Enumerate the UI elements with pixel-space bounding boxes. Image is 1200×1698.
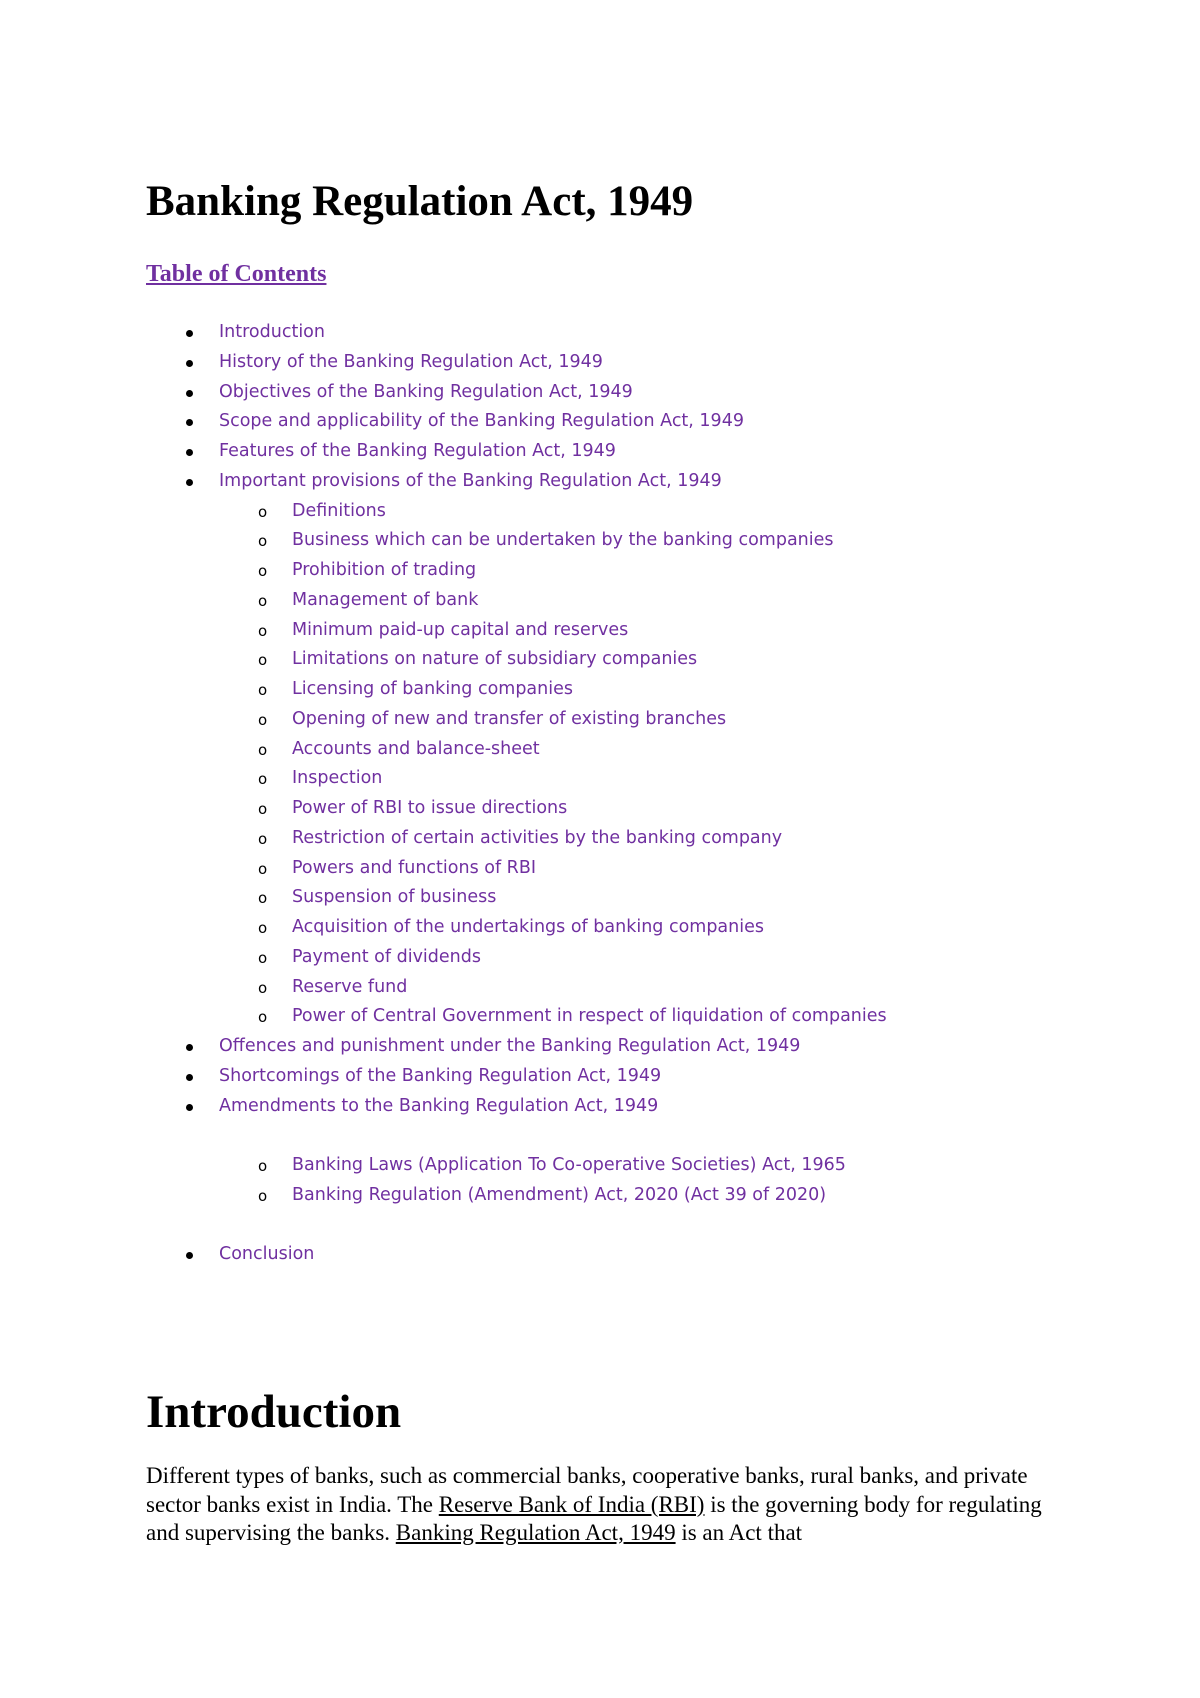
banking-regulation-act-link[interactable]: Banking Regulation Act, 1949: [395, 1520, 676, 1545]
list-item: [0, 616, 1200, 646]
toc-link[interactable]: Accounts and balance-sheet: [292, 738, 540, 759]
toc-link[interactable]: Opening of new and transfer of existing branches: [292, 708, 727, 729]
bullet-icon: [186, 479, 193, 486]
circle-bullet-icon: o: [258, 502, 268, 521]
bullet-icon: [186, 330, 193, 337]
toc-link[interactable]: Banking Laws (Application To Co-operative Societies) Act, 1965: [292, 1155, 846, 1175]
toc-link[interactable]: Power of Central Government in respect of liquidation of companies: [292, 1006, 887, 1027]
circle-bullet-icon: o: [258, 651, 268, 670]
list-item: [0, 705, 1200, 735]
list-item: [0, 348, 1200, 378]
list-item: [0, 526, 1200, 556]
toc-link[interactable]: Acquisition of the undertakings of banking companies: [292, 917, 764, 937]
list-item: [0, 467, 1200, 497]
circle-bullet-icon: o: [258, 859, 268, 878]
toc-link[interactable]: Payment of dividends: [292, 946, 481, 967]
circle-bullet-icon: o: [258, 889, 268, 908]
section-heading-introduction: Introduction: [146, 1386, 402, 1438]
circle-bullet-icon: o: [258, 562, 268, 580]
bullet-icon: [186, 1044, 193, 1051]
list-item: [0, 735, 1200, 765]
list-item: [0, 556, 1200, 586]
toc-link[interactable]: Amendments to the Banking Regulation Act, 1949: [219, 1095, 659, 1116]
toc-spacer: [0, 1121, 1200, 1151]
toc-link[interactable]: Suspension of business: [292, 887, 497, 908]
toc-link[interactable]: Limitations on nature of subsidiary companies: [292, 649, 698, 670]
list-item: [0, 318, 1200, 348]
introduction-paragraph: [146, 1462, 1066, 1548]
toc-link[interactable]: Features of the Banking Regulation Act, 1949: [219, 441, 616, 461]
list-item: [0, 437, 1200, 467]
circle-bullet-icon: o: [258, 591, 268, 610]
rbi-link[interactable]: Reserve Bank of India (RBI): [438, 1491, 705, 1517]
toc-heading-link[interactable]: Table of Contents: [146, 261, 327, 287]
circle-bullet-icon: o: [258, 919, 268, 937]
circle-bullet-icon: o: [258, 1157, 268, 1175]
circle-bullet-icon: o: [258, 710, 268, 729]
circle-bullet-icon: o: [258, 1008, 268, 1027]
circle-bullet-icon: o: [258, 621, 268, 640]
bullet-icon: [186, 419, 193, 426]
list-item: [0, 943, 1200, 973]
bullet-icon: [186, 1252, 193, 1259]
table-of-contents: [0, 318, 1200, 1270]
list-item: [0, 645, 1200, 675]
list-item: [0, 1032, 1200, 1062]
list-item: [0, 586, 1200, 616]
list-item: [0, 497, 1200, 527]
list-item: [0, 764, 1200, 794]
list-item: [0, 1181, 1200, 1211]
list-item: [0, 1062, 1200, 1092]
list-item: [0, 973, 1200, 1003]
toc-link[interactable]: Reserve fund: [292, 976, 408, 997]
list-item: [0, 675, 1200, 705]
circle-bullet-icon: o: [258, 978, 268, 997]
toc-link[interactable]: Powers and functions of RBI: [292, 857, 537, 878]
list-item: [0, 913, 1200, 943]
intro-text-part-3: is an Act that: [675, 1520, 803, 1545]
toc-link[interactable]: Important provisions of the Banking Regulation Act, 1949: [219, 470, 722, 491]
toc-link[interactable]: Management of bank: [292, 589, 479, 610]
list-item: [0, 883, 1200, 913]
toc-link[interactable]: Business which can be undertaken by the banking companies: [292, 530, 834, 551]
toc-link[interactable]: Introduction: [219, 322, 325, 342]
document-title: Banking Regulation Act, 1949: [146, 178, 694, 225]
bullet-icon: [186, 1074, 193, 1081]
bullet-icon: [186, 360, 193, 367]
bullet-icon: [186, 390, 193, 397]
list-item: [0, 1240, 1200, 1270]
list-item: [0, 1002, 1200, 1032]
circle-bullet-icon: o: [258, 829, 268, 848]
list-item: [0, 1151, 1200, 1181]
toc-link[interactable]: Minimum paid-up capital and reserves: [292, 619, 629, 640]
toc-link[interactable]: Inspection: [292, 768, 383, 789]
toc-spacer: [0, 1211, 1200, 1241]
toc-link[interactable]: Objectives of the Banking Regulation Act, 1949: [219, 381, 633, 402]
list-item: [0, 824, 1200, 854]
list-item: [0, 854, 1200, 884]
list-item: [0, 407, 1200, 437]
circle-bullet-icon: o: [258, 532, 268, 551]
list-item: [0, 378, 1200, 408]
intro-text-part-2: is the governing body for regulating and supervising the banks.: [146, 1491, 1042, 1545]
intro-text-part-1: Different types of banks, such as commercial banks, cooperative banks, rural banks, and private sector banks exist in India. The: [146, 1463, 1028, 1517]
toc-link[interactable]: Prohibition of trading: [292, 560, 477, 580]
toc-link[interactable]: Definitions: [292, 500, 386, 521]
circle-bullet-icon: o: [258, 740, 268, 759]
circle-bullet-icon: o: [258, 770, 268, 789]
circle-bullet-icon: o: [258, 1186, 268, 1205]
toc-link[interactable]: Restriction of certain activities by the banking company: [292, 827, 783, 848]
list-item: [0, 794, 1200, 824]
toc-link[interactable]: Offences and punishment under the Banking Regulation Act, 1949: [219, 1036, 801, 1056]
toc-link[interactable]: Banking Regulation (Amendment) Act, 2020 (Act 39 of 2020): [292, 1184, 827, 1205]
toc-link[interactable]: History of the Banking Regulation Act, 1949: [219, 351, 603, 372]
toc-link[interactable]: Licensing of banking companies: [292, 679, 573, 699]
circle-bullet-icon: o: [258, 800, 268, 818]
toc-link[interactable]: Shortcomings of the Banking Regulation Act, 1949: [219, 1065, 662, 1086]
circle-bullet-icon: o: [258, 681, 268, 699]
circle-bullet-icon: o: [258, 948, 268, 967]
toc-link[interactable]: Power of RBI to issue directions: [292, 798, 568, 818]
bullet-icon: [186, 449, 193, 456]
toc-link[interactable]: Conclusion: [219, 1244, 315, 1265]
bullet-icon: [186, 1104, 193, 1111]
toc-link[interactable]: Scope and applicability of the Banking Regulation Act, 1949: [219, 411, 744, 432]
list-item: [0, 1092, 1200, 1122]
